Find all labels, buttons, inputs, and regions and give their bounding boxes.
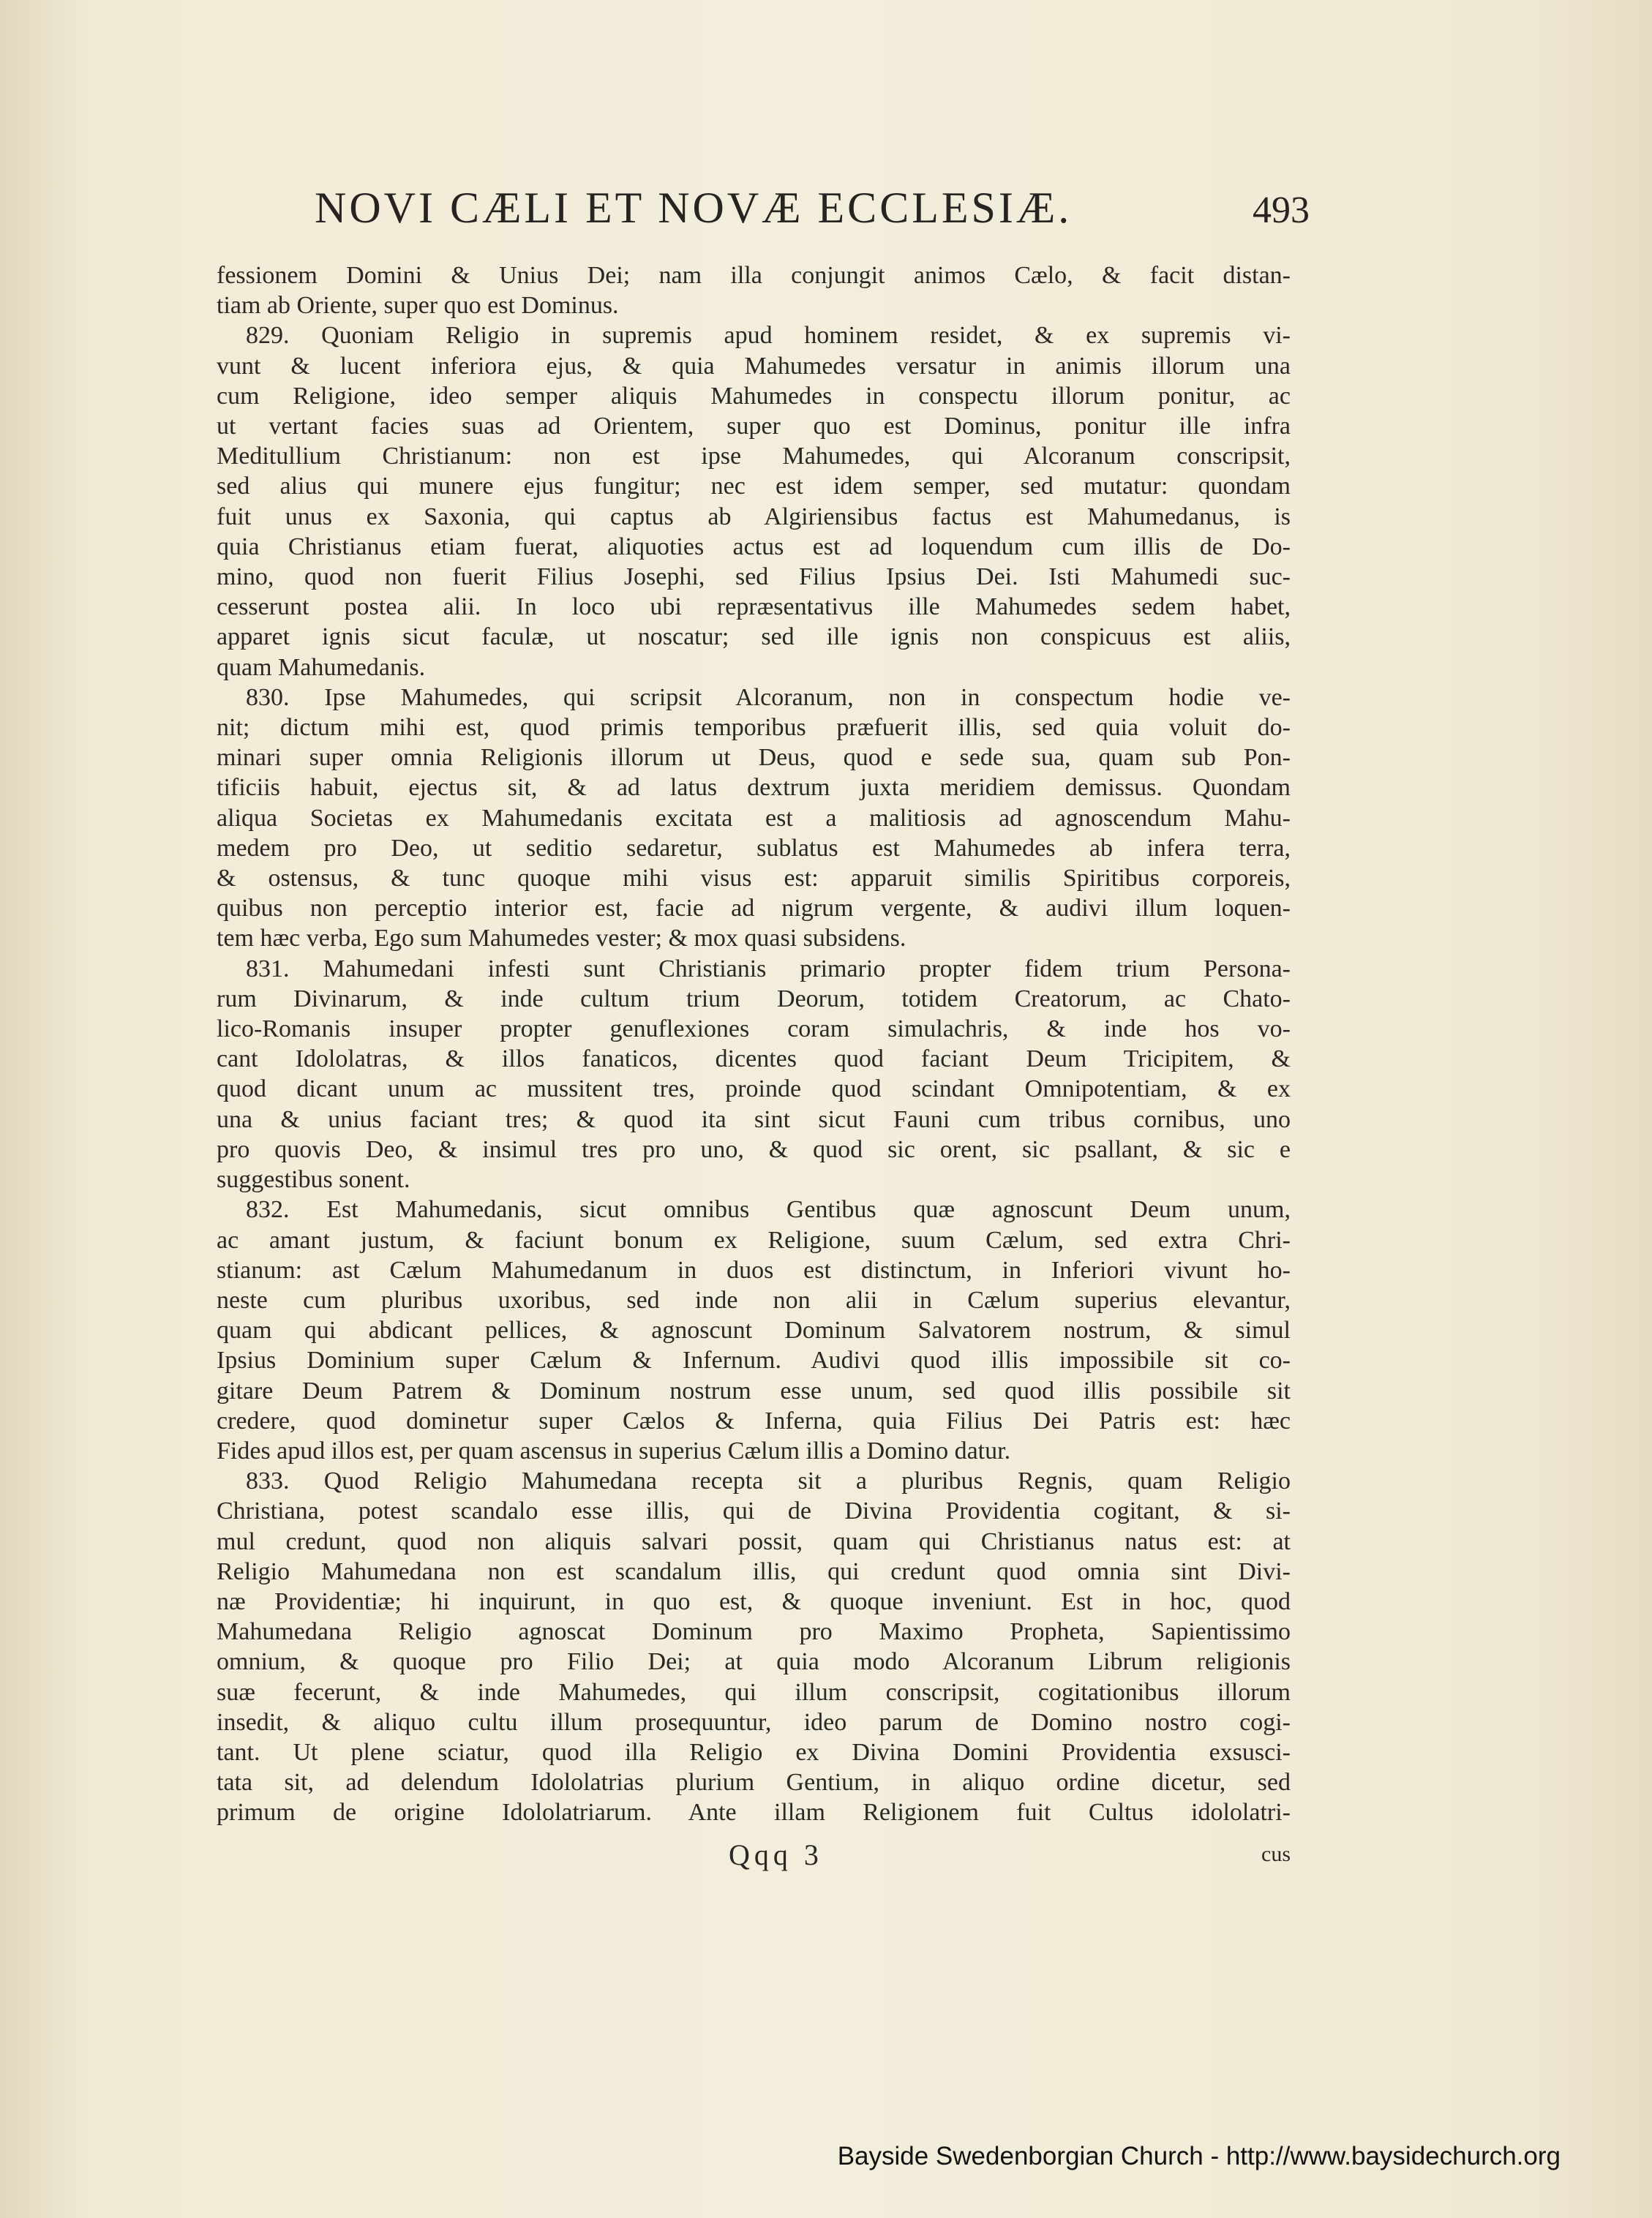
text-line: mino, quod non fuerit Filius Josephi, sed Filius Ipsius Dei. Isti Mahumedi suc- bbox=[217, 563, 1291, 591]
text-line: credere, quod dominetur super Cælos & Inferna, quia Filius Dei Patris est: hæc bbox=[217, 1407, 1291, 1435]
text-line: insedit, & aliquo cultu illum prosequuntur, ideo parum de Domino nostro cogi- bbox=[217, 1708, 1291, 1736]
text-line: tem hæc verba, Ego sum Mahumedes vester; & mox quasi subsidens. bbox=[217, 925, 906, 952]
body-text bbox=[217, 260, 1291, 1828]
text-line: cum Religione, ideo semper aliquis Mahumedes in conspectu illorum ponitur, ac bbox=[217, 382, 1291, 410]
text-line: suggestibus sonent. bbox=[217, 1166, 410, 1194]
text-line: apparet ignis sicut faculæ, ut noscatur; sed ille ignis non conspicuus est aliis, bbox=[217, 623, 1291, 651]
text-line: tificiis habuit, ejectus sit, & ad latus dextrum juxta meridiem demissus. Quondam bbox=[217, 774, 1291, 802]
text-line: omnium, & quoque pro Filio Dei; at quia modo Alcoranum Librum religionis bbox=[217, 1648, 1291, 1676]
text-line: Fides apud illos est, per quam ascensus in superius Cælum illis a Domino datur. bbox=[217, 1437, 1011, 1465]
text-line: quam qui abdicant pellices, & agnoscunt Dominum Salvatorem nostrum, & simul bbox=[217, 1317, 1291, 1345]
signature-mark: Qqq 3 bbox=[729, 1838, 823, 1871]
text-line: Christiana, potest scandalo esse illis, qui de Divina Providentia cogitant, & si- bbox=[217, 1497, 1291, 1525]
paragraph-830-start: 830. Ipse Mahumedes, qui scripsit Alcoranum, non in conspectum hodie ve- bbox=[246, 683, 1291, 711]
text-line: tata sit, ad delendum Idololatrias plurium Gentium, in aliquo ordine dicetur, sed bbox=[217, 1769, 1291, 1797]
paragraph-829-start: 829. Quoniam Religio in supremis apud hominem residet, & ex supremis vi- bbox=[246, 322, 1291, 350]
text-line: vunt & lucent inferiora ejus, & quia Mahumedes versatur in animis illorum una bbox=[217, 352, 1291, 380]
text-line: quam Mahumedanis. bbox=[217, 653, 426, 681]
text-line: Meditullium Christianum: non est ipse Mahumedes, qui Alcoranum conscripsit, bbox=[217, 443, 1291, 470]
watermark-credit: Bayside Swedenborgian Church - http://www.baysidechurch.org bbox=[837, 2142, 1561, 2170]
text-line: lico-Romanis insuper propter genuflexiones coram simulachris, & inde hos vo- bbox=[217, 1015, 1291, 1043]
page-header bbox=[315, 183, 1310, 241]
paragraph-831-start: 831. Mahumedani infesti sunt Christianis primario propter fidem trium Persona- bbox=[246, 955, 1291, 982]
text-line: quod dicant unum ac mussitent tres, proinde quod scindant Omnipotentiam, & ex bbox=[217, 1075, 1291, 1103]
text-line: medem pro Deo, ut seditio sedaretur, sublatus est Mahumedes ab infera terra, bbox=[217, 834, 1291, 862]
paragraph-832-start: 832. Est Mahumedanis, sicut omnibus Gentibus quæ agnoscunt Deum unum, bbox=[246, 1196, 1291, 1224]
paragraph-833-start: 833. Quod Religio Mahumedana recepta sit a pluribus Regnis, quam Religio bbox=[246, 1467, 1291, 1495]
text-line: nit; dictum mihi est, quod primis temporibus præfuerit illis, sed quia voluit do- bbox=[217, 714, 1291, 742]
text-line: næ Providentiæ; hi inquirunt, in quo est, & quoque inveniunt. Est in hoc, quod bbox=[217, 1587, 1291, 1615]
text-line: gitare Deum Patrem & Dominum nostrum esse unum, sed quod illis possibile sit bbox=[217, 1377, 1291, 1405]
text-line: neste cum pluribus uxoribus, sed inde non alii in Cælum superius elevantur, bbox=[217, 1286, 1291, 1314]
text-line: mul credunt, quod non aliquis salvari possit, quam qui Christianus natus est: at bbox=[217, 1527, 1291, 1555]
text-line: & ostensus, & tunc quoque mihi visus est: apparuit similis Spiritibus corporeis, bbox=[217, 865, 1291, 892]
page-footer bbox=[217, 1838, 1291, 1881]
text-line: ut vertant facies suas ad Orientem, super quo est Dominus, ponitur ille infra bbox=[217, 413, 1291, 440]
text-line: aliqua Societas ex Mahumedanis excitata est a malitiosis ad agnoscendum Mahu- bbox=[217, 804, 1291, 832]
text-line: minari super omnia Religionis illorum ut Deus, quod e sede sua, quam sub Pon- bbox=[217, 744, 1291, 772]
text-line: quibus non perceptio interior est, facie ad nigrum vergente, & audivi illum loquen- bbox=[217, 895, 1291, 922]
text-line: ac amant justum, & faciunt bonum ex Religione, suum Cælum, sed extra Chri- bbox=[217, 1226, 1291, 1254]
text-line: quia Christianus etiam fuerat, aliquoties actus est ad loquendum cum illis de Do- bbox=[217, 533, 1291, 560]
text-line: sed alius qui munere ejus fungitur; nec est idem semper, sed mutatur: quondam bbox=[217, 473, 1291, 500]
text-line: Mahumedana Religio agnoscat Dominum pro Maximo Propheta, Sapientissimo bbox=[217, 1618, 1291, 1646]
running-title: NOVI CÆLI ET NOVÆ ECCLESIÆ. bbox=[315, 184, 1073, 232]
catchword: cus bbox=[1261, 1842, 1291, 1866]
text-line: fessionem Domini & Unius Dei; nam illa conjungit animos Cælo, & facit distan- bbox=[217, 262, 1291, 289]
text-line: cant Idololatras, & illos fanaticos, dicentes quod faciant Deum Tricipitem, & bbox=[217, 1045, 1291, 1073]
text-line: cesserunt postea alii. In loco ubi repræsentativus ille Mahumedes sedem habet, bbox=[217, 593, 1291, 621]
text-line: suæ fecerunt, & inde Mahumedes, qui illum conscripsit, cogitationibus illorum bbox=[217, 1678, 1291, 1706]
text-line: stianum: ast Cælum Mahumedanum in duos est distinctum, in Inferiori vivunt ho- bbox=[217, 1256, 1291, 1284]
text-line: fuit unus ex Saxonia, qui captus ab Algiriensibus factus est Mahumedanus, is bbox=[217, 503, 1291, 530]
text-line: pro quovis Deo, & insimul tres pro uno, & quod sic orent, sic psallant, & sic e bbox=[217, 1135, 1291, 1163]
text-line: una & unius faciant tres; & quod ita sint sicut Fauni cum tribus cornibus, uno bbox=[217, 1105, 1291, 1133]
text-line: tiam ab Oriente, super quo est Dominus. bbox=[217, 292, 619, 320]
text-line: tant. Ut plene sciatur, quod illa Religio ex Divina Domini Providentia exsusci- bbox=[217, 1738, 1291, 1766]
text-line: Ipsius Dominium super Cælum & Infernum. Audivi quod illis impossibile sit co- bbox=[217, 1347, 1291, 1375]
page-number: 493 bbox=[1253, 189, 1310, 231]
text-line: Religio Mahumedana non est scandalum illis, qui credunt quod omnia sint Divi- bbox=[217, 1557, 1291, 1585]
text-line: primum de origine Idololatriarum. Ante illam Religionem fuit Cultus idololatri- bbox=[217, 1799, 1291, 1827]
text-line: rum Divinarum, & inde cultum trium Deorum, totidem Creatorum, ac Chato- bbox=[217, 985, 1291, 1012]
